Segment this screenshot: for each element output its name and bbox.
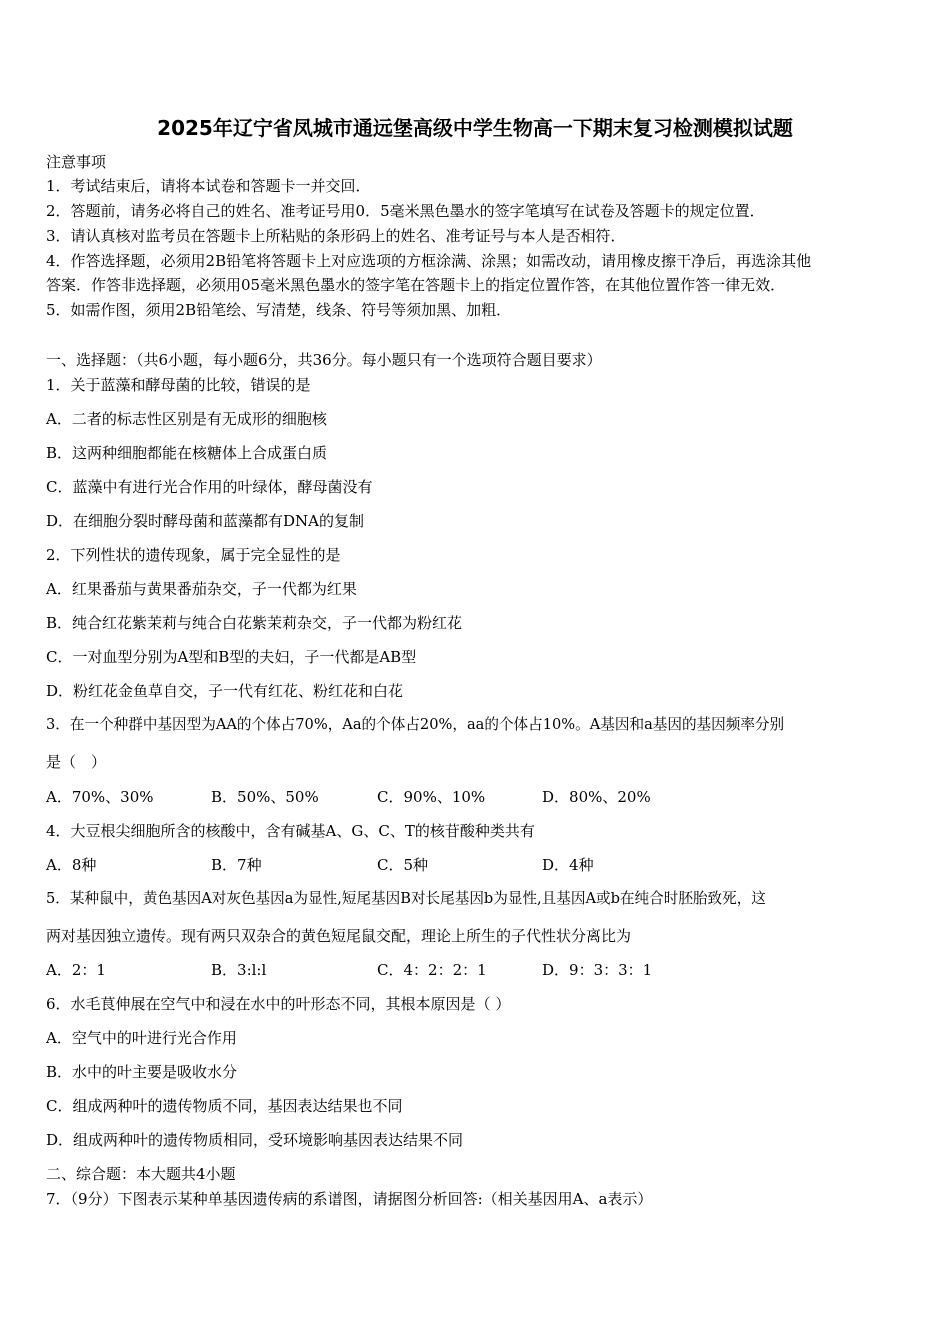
question-6-stem: 6．水毛茛伸展在空气中和浸在水中的叶形态不同，其根本原因是（ ）	[46, 995, 511, 1013]
question-4-option-b: B．7种	[211, 856, 262, 874]
question-4-option-d: D．4种	[542, 856, 594, 874]
question-1-option-b: B．这两种细胞都能在核糖体上合成蛋白质	[46, 444, 328, 462]
question-3-option-d: D．80%、20%	[542, 788, 651, 806]
question-5-option-a: A．2：1	[46, 961, 106, 979]
question-2-option-d: D．粉红花金鱼草自交，子一代有红花、粉红花和白花	[46, 682, 404, 700]
question-6-option-d: D．组成两种叶的遗传物质相同，受环境影响基因表达结果不同	[46, 1131, 464, 1149]
question-3-stem-line2: 是（ ）	[46, 753, 107, 771]
notice-heading: 注意事项	[46, 153, 107, 171]
notice-item: 答案．作答非选择题，必须用05毫米黑色墨水的签字笔在答题卡上的指定位置作答，在其他位置作答一律无效．	[46, 276, 786, 294]
question-4-option-a: A．8种	[46, 856, 97, 874]
question-4-option-c: C．5种	[377, 856, 429, 874]
page-title: 2025年辽宁省凤城市通远堡高级中学生物高一下期末复习检测模拟试题	[157, 116, 793, 140]
question-1-option-a: A．二者的标志性区别是有无成形的细胞核	[46, 410, 327, 428]
question-2-stem: 2．下列性状的遗传现象，属于完全显性的是	[46, 546, 341, 564]
notice-item: 4．作答选择题，必须用2B铅笔将答题卡上对应选项的方框涂满、涂黑；如需改动，请用橡皮擦干净后，再选涂其他	[46, 252, 812, 270]
question-6-option-c: C．组成两种叶的遗传物质不同，基因表达结果也不同	[46, 1097, 403, 1115]
notice-item: 5．如需作图，须用2B铅笔绘、写清楚，线条、符号等须加黑、加粗．	[46, 301, 512, 319]
question-4-stem: 4．大豆根尖细胞所含的核酸中，含有碱基A、G、C、T的核苷酸种类共有	[46, 822, 535, 840]
question-5-stem-line2: 两对基因独立遗传。现有两只双杂合的黄色短尾鼠交配，理论上所生的子代性状分离比为	[46, 927, 632, 945]
notice-item: 2．答题前，请务必将自己的姓名、准考证号用0．5毫米黑色墨水的签字笔填写在试卷及答题卡的规定位置．	[46, 202, 765, 220]
question-5-option-b: B．3:l:l	[211, 961, 267, 979]
question-5-stem-line1: 5．某种鼠中，黄色基因A对灰色基因a为显性,短尾基因B对长尾基因b为显性,且基因A或b在纯合时胚胎致死，这	[46, 890, 766, 907]
question-2-option-b: B．纯合红花紫茉莉与纯合白花紫茉莉杂交，子一代都为粉红花	[46, 614, 463, 632]
notice-item: 1．考试结束后，请将本试卷和答题卡一并交回．	[46, 177, 371, 195]
question-3-stem-line1: 3．在一个种群中基因型为AA的个体占70%，Aa的个体占20%，aa的个体占10%。A基因和a基因的基因频率分别	[46, 716, 785, 733]
question-5-option-d: D．9：3：3：1	[542, 961, 653, 979]
notice-item: 3．请认真核对监考员在答题卡上所粘贴的条形码上的姓名、准考证号与本人是否相符．	[46, 227, 626, 245]
question-5-option-c: C．4：2：2：1	[377, 961, 487, 979]
question-1-option-d: D．在细胞分裂时酵母菌和蓝藻都有DNA的复制	[46, 512, 365, 530]
question-1-option-c: C．蓝藻中有进行光合作用的叶绿体，酵母菌没有	[46, 478, 373, 496]
question-2-option-a: A．红果番茄与黄果番茄杂交，子一代都为红果	[46, 580, 357, 598]
question-6-option-b: B．水中的叶主要是吸收水分	[46, 1063, 238, 1081]
question-6-option-a: A．空气中的叶进行光合作用	[46, 1029, 237, 1047]
question-3-option-b: B．50%、50%	[211, 788, 319, 806]
question-3-option-a: A．70%、30%	[46, 788, 154, 806]
question-1-stem: 1．关于蓝藻和酵母菌的比较，错误的是	[46, 376, 311, 394]
section2-heading: 二、综合题：本大题共4小题	[46, 1165, 236, 1183]
question-7-stem: 7．（9分）下图表示某种单基因遗传病的系谱图，请据图分析回答:（相关基因用A、a表示）	[46, 1190, 653, 1208]
question-2-option-c: C．一对血型分别为A型和B型的夫妇，子一代都是AB型	[46, 648, 417, 666]
section1-heading: 一、选择题：（共6小题，每小题6分，共36分。每小题只有一个选项符合题目要求）	[46, 351, 602, 369]
question-3-option-c: C．90%、10%	[377, 788, 486, 806]
